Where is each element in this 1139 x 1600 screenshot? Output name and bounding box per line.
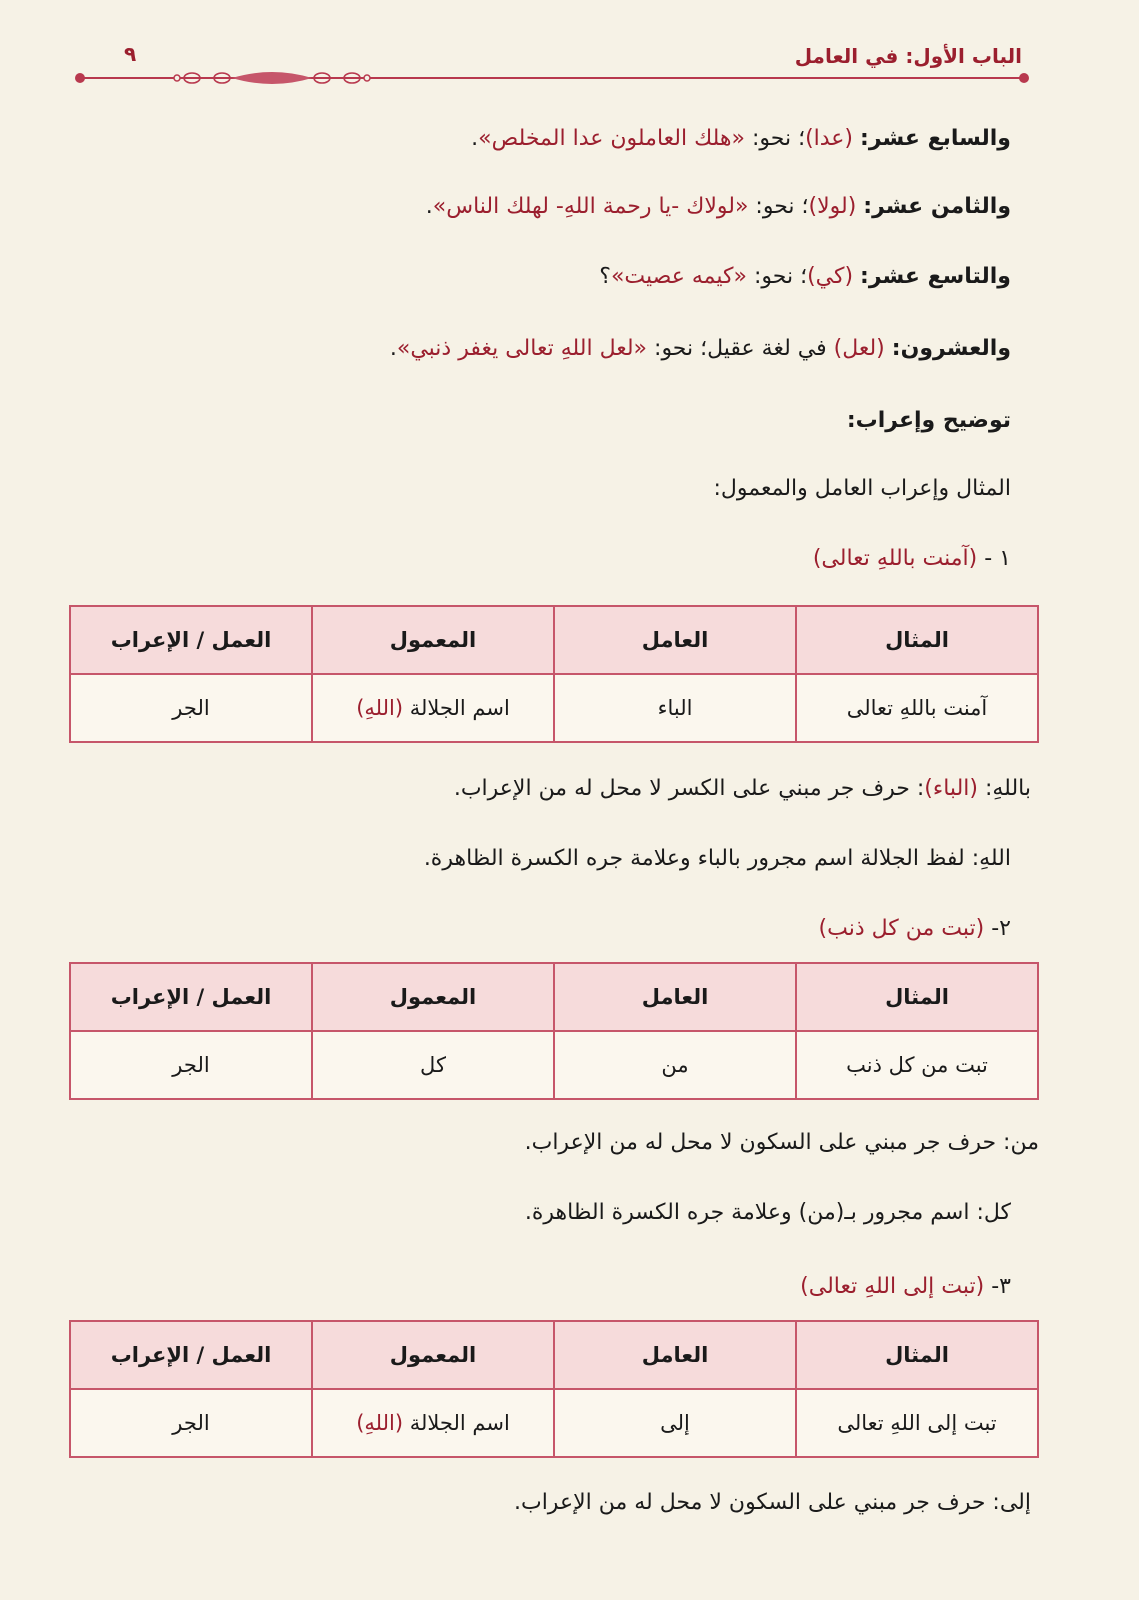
cell-example: تبت من كل ذنب <box>796 1031 1038 1099</box>
example-1-table <box>69 605 1039 743</box>
col-example: المثال <box>796 1321 1038 1389</box>
cell-example: تبت إلى اللهِ تعالى <box>796 1389 1038 1457</box>
table-row <box>70 1031 1038 1099</box>
table-header-row <box>70 1321 1038 1389</box>
example-1-note-2: اللهِ: لفظ الجلالة اسم مجرور بالباء وعلامة جره الكسرة الظاهرة. <box>423 846 1011 871</box>
intro-line-17: والسابع عشر: (عدا)؛ نحو: «هلك العاملون عدا المخلص». <box>471 126 1011 151</box>
col-governor: العامل <box>554 606 796 674</box>
intro-line-19: والتاسع عشر: (كي)؛ نحو: «كيمه عصيت»؟ <box>599 264 1011 289</box>
table-row <box>70 1389 1038 1457</box>
intro-line-20: والعشرون: (لعل) في لغة عقيل؛ نحو: «لعل اللهِ تعالى يغفر ذنبي». <box>389 336 1011 361</box>
cell-governor: من <box>554 1031 796 1099</box>
intro-line-18: والثامن عشر: (لولا)؛ نحو: «لولاك -يا رحمة اللهِ- لهلك الناس». <box>425 194 1011 219</box>
example-2-title: ٢- (تبت من كل ذنب) <box>818 916 1011 941</box>
col-case: العمل / الإعراب <box>70 1321 312 1389</box>
page-number: ٩ <box>124 42 137 66</box>
col-example: المثال <box>796 963 1038 1031</box>
cell-case: الجر <box>70 674 312 742</box>
subheading: المثال وإعراب العامل والمعمول: <box>713 476 1011 501</box>
cell-case: الجر <box>70 1031 312 1099</box>
example-2-table <box>69 962 1039 1100</box>
cell-governed: اسم الجلالة (اللهِ) <box>312 1389 554 1457</box>
table-header-row <box>70 963 1038 1031</box>
cell-example: آمنت باللهِ تعالى <box>796 674 1038 742</box>
table-header-row <box>70 606 1038 674</box>
example-3-table <box>69 1320 1039 1458</box>
example-3-note-1: إلى: حرف جر مبني على السكون لا محل له من الإعراب. <box>513 1490 1031 1515</box>
example-1-note-1: باللهِ: (الباء): حرف جر مبني على الكسر لا محل له من الإعراب. <box>453 776 1031 801</box>
col-case: العمل / الإعراب <box>70 963 312 1031</box>
col-case: العمل / الإعراب <box>70 606 312 674</box>
cell-governor: الباء <box>554 674 796 742</box>
example-2-note-2: كل: اسم مجرور بـ(من) وعلامة جره الكسرة الظاهرة. <box>524 1200 1011 1225</box>
col-governed: المعمول <box>312 606 554 674</box>
col-example: المثال <box>796 606 1038 674</box>
col-governed: المعمول <box>312 1321 554 1389</box>
cell-governed: كل <box>312 1031 554 1099</box>
table-row <box>70 674 1038 742</box>
cell-governor: إلى <box>554 1389 796 1457</box>
example-1-title: ١ - (آمنت باللهِ تعالى) <box>812 546 1011 571</box>
page-header <box>72 38 1032 98</box>
example-2-note-1: من: حرف جر مبني على السكون لا محل له من الإعراب. <box>524 1130 1039 1155</box>
cell-governed: اسم الجلالة (اللهِ) <box>312 674 554 742</box>
col-governor: العامل <box>554 963 796 1031</box>
col-governor: العامل <box>554 1321 796 1389</box>
example-3-title: ٣- (تبت إلى اللهِ تعالى) <box>800 1274 1011 1299</box>
ornament-divider-icon <box>72 68 1032 88</box>
chapter-title: الباب الأول: في العامل <box>794 44 1022 68</box>
section-heading: توضيح وإعراب: <box>846 408 1011 433</box>
cell-case: الجر <box>70 1389 312 1457</box>
col-governed: المعمول <box>312 963 554 1031</box>
